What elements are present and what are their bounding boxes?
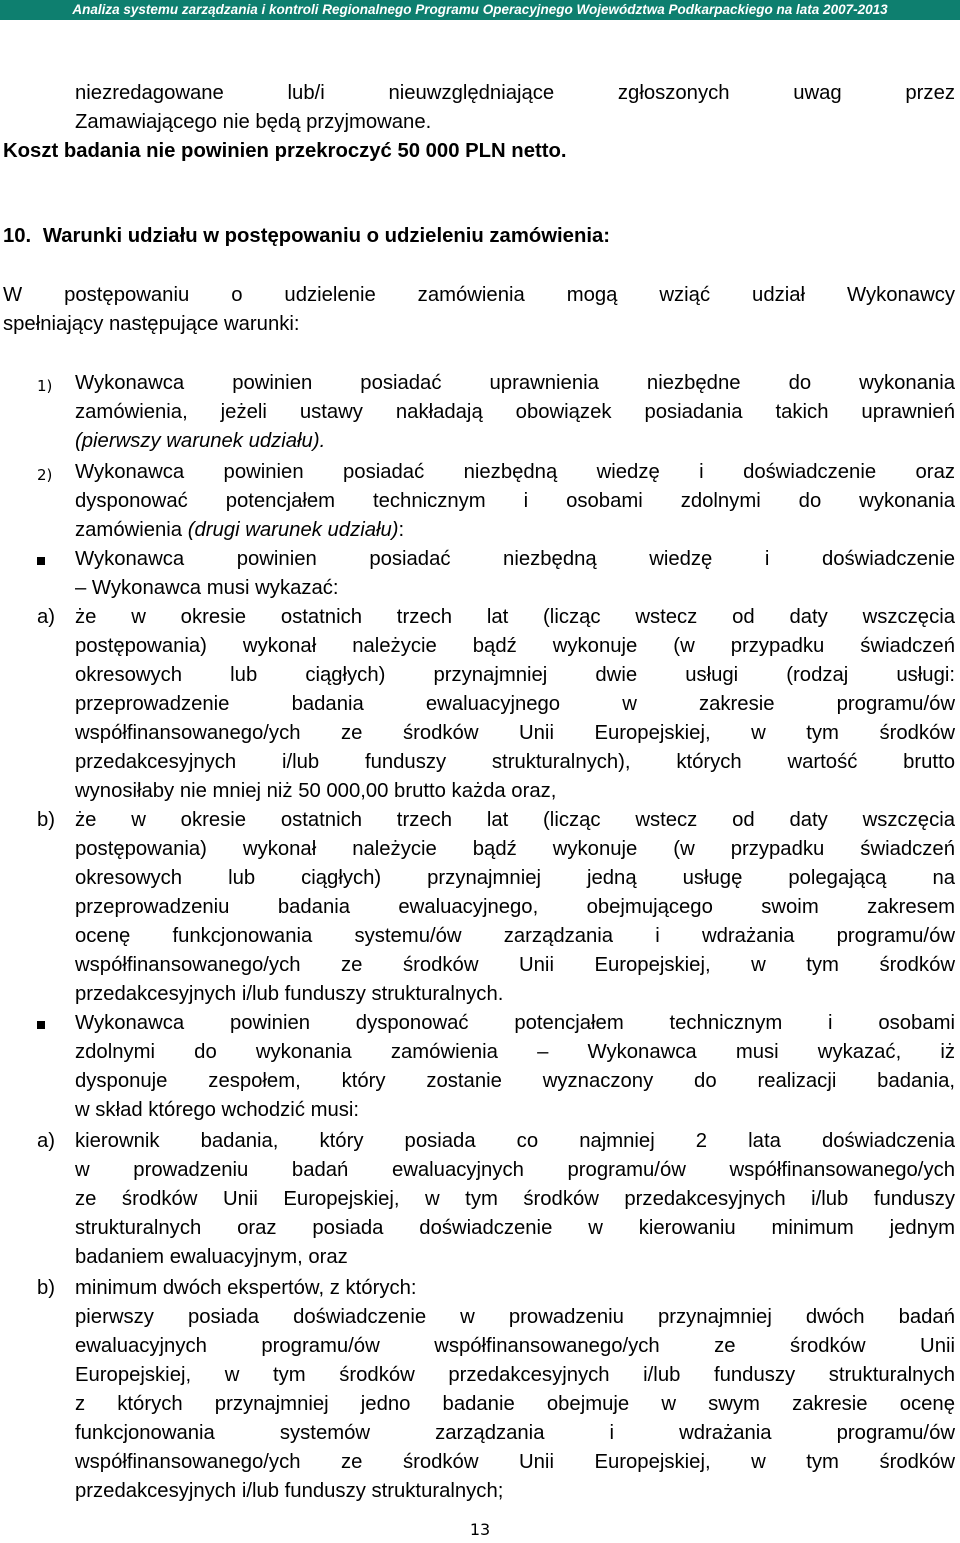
- item-a2-line: ze środków Unii Europejskiej, w tym środków przedakcesyjnych i/lub funduszy: [75, 1188, 955, 1210]
- item-a1-marker: a): [37, 606, 56, 628]
- condition-1-line-3: (pierwszy warunek udziału).: [75, 430, 326, 452]
- item-b2-marker: b): [37, 1277, 56, 1299]
- header-title: Analiza systemu zarządzania i kontroli Regionalnego Programu Operacyjnego Województwa Podkarpackiego na lata 2007-2013: [72, 2, 888, 17]
- item-a2-line: w prowadzeniu badań ewaluacyjnych programu/ów współfinansowanego/ych: [75, 1159, 955, 1181]
- item-b2-line: funkcjonowania systemów zarządzania i wdrażania programu/ów: [75, 1422, 955, 1444]
- square-bullet-icon: [37, 1021, 45, 1029]
- document-header: [0, 0, 960, 20]
- item-a1-line: wynosiłaby nie mniej niż 50 000,00 brutto każda oraz,: [75, 780, 557, 802]
- intro-line-1: niezredagowane lub/i nieuwzględniające zgłoszonych uwag przez: [75, 82, 955, 104]
- item-b2-line: pierwszy posiada doświadczenie w prowadzeniu przynajmniej dwóch badań: [75, 1306, 955, 1328]
- item-a1-line: postępowania) wykonał należycie bądź wykonuje (w przypadku świadczeń: [75, 635, 955, 657]
- item-b1-line: przeprowadzeniu badania ewaluacyjnego, obejmującego swoim zakresem: [75, 896, 955, 918]
- item-b1-line: współfinansowanego/ych ze środków Unii Europejskiej, w tym środków: [75, 954, 955, 976]
- intro-line-2: Zamawiającego nie będą przyjmowane.: [75, 111, 432, 133]
- item-b2-line: z których przynajmniej jedno badanie obejmuje w swym zakresie ocenę: [75, 1393, 955, 1415]
- bullet-2: [37, 1011, 45, 1035]
- condition-2-marker: 2): [37, 466, 53, 484]
- bullet-1: [37, 547, 45, 571]
- item-b1-line: przedakcesyjnych i/lub funduszy strukturalnych.: [75, 983, 504, 1005]
- condition-1-line-2: zamówienia, jeżeli ustawy nakładają obowiązek posiadania takich uprawnień: [75, 401, 955, 423]
- section-lead-2: spełniający następujące warunki:: [3, 313, 300, 335]
- condition-2-colon: :: [398, 519, 405, 541]
- item-a2-line: kierownik badania, który posiada co najmniej 2 lata doświadczenia: [75, 1130, 955, 1152]
- square-bullet-icon: [37, 557, 45, 565]
- bullet-1-line-2: – Wykonawca musi wykazać:: [75, 577, 339, 599]
- item-b1-line: że w okresie ostatnich trzech lat (licząc wstecz od daty wszczęcia: [75, 809, 955, 831]
- item-a1-line: przeprowadzenie badania ewaluacyjnego w zakresie programu/ów: [75, 693, 955, 715]
- bullet-1-line-1: Wykonawca powinien posiadać niezbędną wiedzę i doświadczenie: [75, 548, 955, 570]
- bullet-2-line: dysponuje zespołem, który zostanie wyznaczony do realizacji badania,: [75, 1070, 955, 1092]
- item-a1-line: okresowych lub ciągłych) przynajmniej dwie usługi (rodzaj usługi:: [75, 664, 955, 686]
- item-b2-line: współfinansowanego/ych ze środków Unii Europejskiej, w tym środków: [75, 1451, 955, 1473]
- item-a2-marker: a): [37, 1130, 56, 1152]
- item-b1-line: postępowania) wykonał należycie bądź wykonuje (w przypadku świadczeń: [75, 838, 955, 860]
- item-a1-line: przedakcesyjnych i/lub funduszy strukturalnych), których wartość brutto: [75, 751, 955, 773]
- page-number: 13: [469, 1520, 491, 1539]
- section-number: 10.: [3, 225, 32, 247]
- condition-1-marker: 1): [37, 377, 53, 395]
- item-a1-line: współfinansowanego/ych ze środków Unii Europejskiej, w tym środków: [75, 722, 955, 744]
- condition-2-line-3-text: zamówienia: [75, 519, 188, 541]
- item-a1-line: że w okresie ostatnich trzech lat (licząc wstecz od daty wszczęcia: [75, 606, 955, 628]
- bullet-2-line: w skład którego wchodzić musi:: [75, 1099, 360, 1121]
- item-b2-line: ewaluacyjnych programu/ów współfinansowanego/ych ze środków Unii: [75, 1335, 955, 1357]
- section-lead-1: W postępowaniu o udzielenie zamówienia mogą wziąć udział Wykonawcy: [3, 284, 955, 306]
- bullet-2-line: zdolnymi do wykonania zamówienia – Wykonawca musi wykazać, iż: [75, 1041, 955, 1063]
- item-b2-line: przedakcesyjnych i/lub funduszy strukturalnych;: [75, 1480, 504, 1502]
- item-b1-line: ocenę funkcjonowania systemu/ów zarządzania i wdrażania programu/ów: [75, 925, 955, 947]
- condition-2-line-1: Wykonawca powinien posiadać niezbędną wiedzę i doświadczenie oraz: [75, 461, 955, 483]
- section-heading: [3, 224, 610, 248]
- item-b2-line: minimum dwóch ekspertów, z których:: [75, 1277, 417, 1299]
- item-a2-line: strukturalnych oraz posiada doświadczenie w kierowaniu minimum jednym: [75, 1217, 955, 1239]
- condition-2-line-3: [75, 518, 404, 542]
- section-title: Warunki udziału w postępowaniu o udzieleniu zamówienia:: [42, 225, 611, 247]
- condition-2-italic-note: (drugi warunek udziału): [187, 519, 399, 541]
- item-a2-line: badaniem ewaluacyjnym, oraz: [75, 1246, 348, 1268]
- item-b1-marker: b): [37, 809, 56, 831]
- condition-2-line-2: dysponować potencjałem technicznym i osobami zdolnymi do wykonania: [75, 490, 955, 512]
- condition-1-line-1: Wykonawca powinien posiadać uprawnienia niezbędne do wykonania: [75, 372, 955, 394]
- bullet-2-line: Wykonawca powinien dysponować potencjałem technicznym i osobami: [75, 1012, 955, 1034]
- intro-cost-limit: Koszt badania nie powinien przekroczyć 50 000 PLN netto.: [3, 140, 567, 162]
- item-b1-line: okresowych lub ciągłych) przynajmniej jedną usługę polegającą na: [75, 867, 955, 889]
- item-b2-line: Europejskiej, w tym środków przedakcesyjnych i/lub funduszy strukturalnych: [75, 1364, 955, 1386]
